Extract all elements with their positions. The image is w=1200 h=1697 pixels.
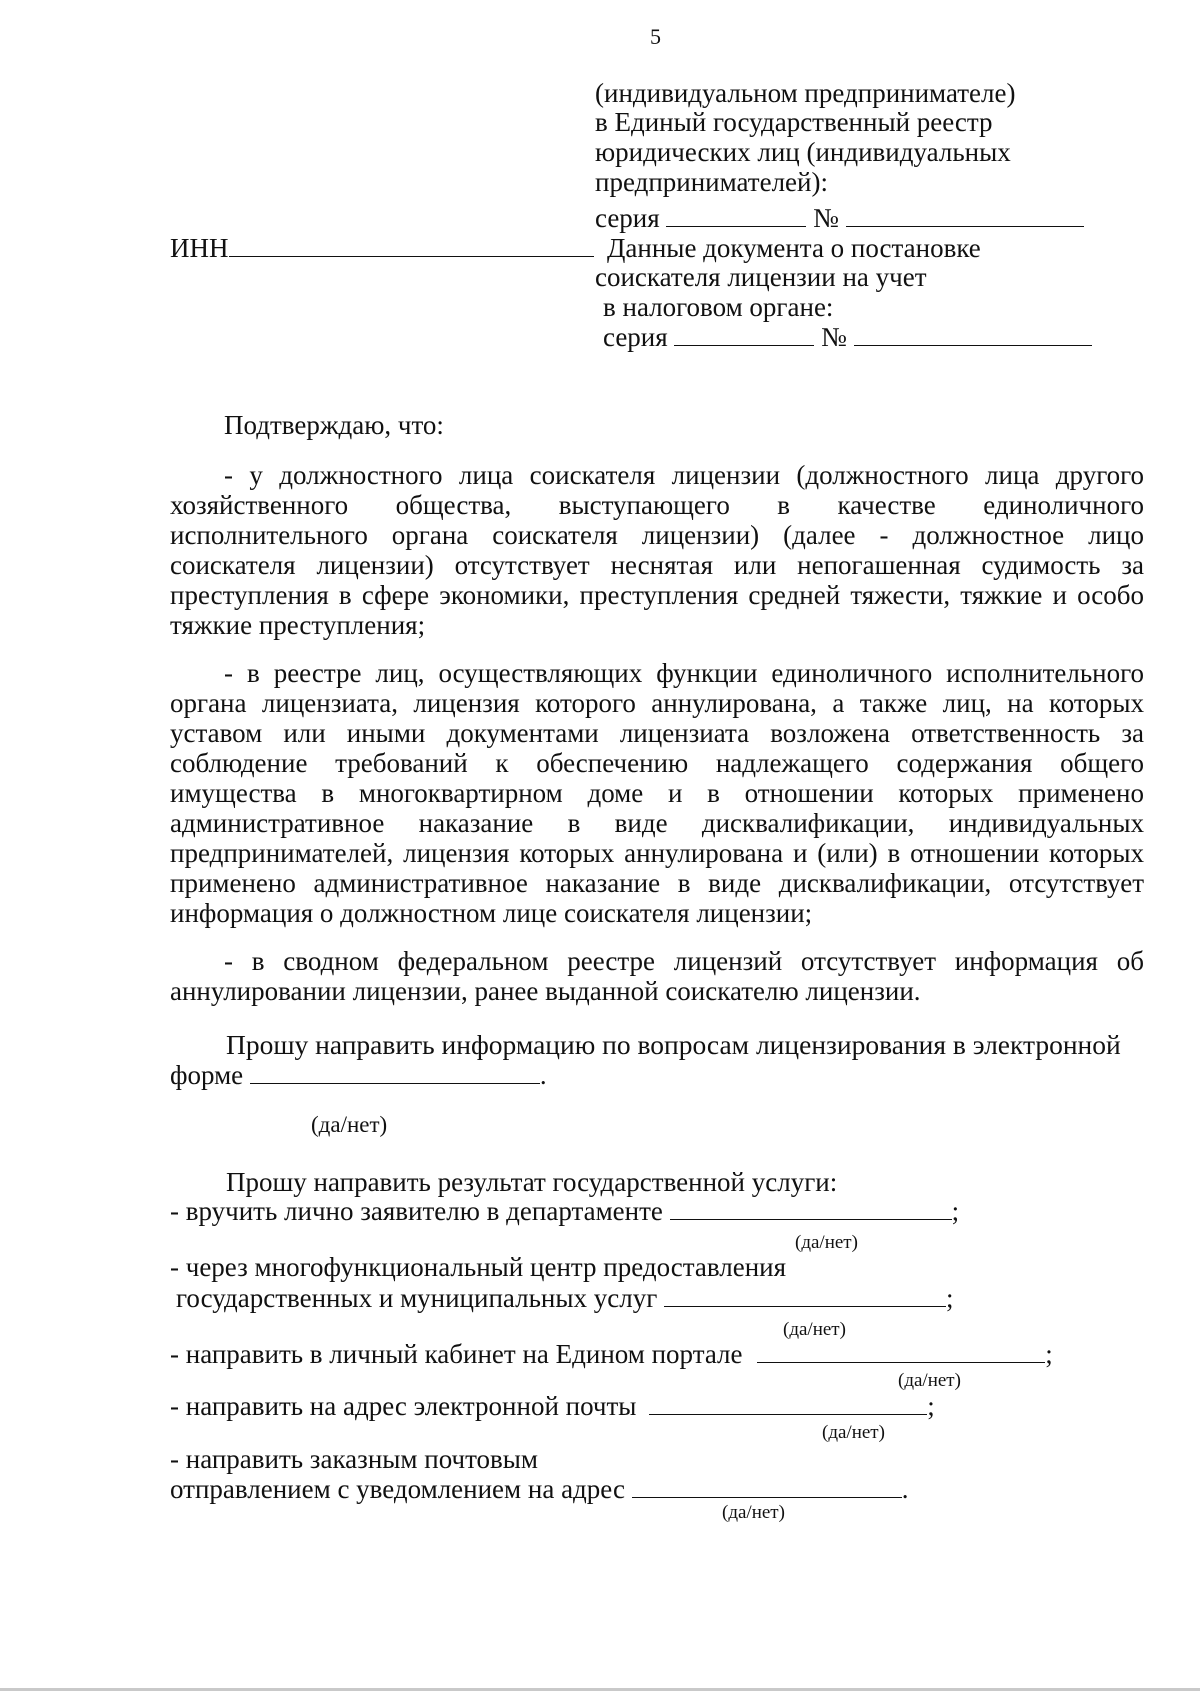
option-in-person-field[interactable] xyxy=(670,1197,952,1220)
series-label: серия xyxy=(595,203,660,233)
paragraph-criminal-record: - у должностного лица соискателя лицензии (должностного лица другого хозяйственного общества, выступающего в качестве единоличного исполнительного органа соискателя лицензии) (далее - должностное лицо соискателя лицензии) отсутствует неснятая или непогашенная судимость за преступления в сфере экономики, преступления средней тяжести, тяжкие и особо тяжкие преступления; xyxy=(170,460,1144,640)
bottom-divider xyxy=(0,1688,1200,1691)
header-line-1: (индивидуальном предпринимателе) xyxy=(595,78,1016,108)
option-mfc-line-1: - через многофункциональный центр предоставления xyxy=(170,1252,787,1282)
electronic-form-end: . xyxy=(539,1060,547,1090)
electronic-form-field[interactable] xyxy=(250,1061,540,1084)
header-line-3: юридических лиц (индивидуальных xyxy=(595,137,1011,167)
option-portal-hint: (да/нет) xyxy=(898,1370,961,1391)
option-email-label: - направить на адрес электронной почты xyxy=(170,1391,637,1421)
option-portal-end: ; xyxy=(1045,1339,1053,1369)
option-mail-label: отправлением с уведомлением на адрес xyxy=(170,1474,625,1504)
inn-row xyxy=(170,233,594,263)
option-mfc-label: государственных и муниципальных услуг xyxy=(176,1283,658,1313)
option-portal-field[interactable] xyxy=(757,1340,1045,1363)
tax-series-row xyxy=(603,322,1092,352)
form-label: форме xyxy=(170,1060,244,1090)
option-mail-field[interactable] xyxy=(632,1475,902,1498)
result-heading: Прошу направить результат государственной услуги: xyxy=(226,1167,838,1197)
option-email-hint: (да/нет) xyxy=(822,1422,885,1443)
inn-field[interactable] xyxy=(229,234,594,257)
option-mfc-hint: (да/нет) xyxy=(783,1319,846,1340)
option-email-end: ; xyxy=(927,1391,935,1421)
option-mail-end: . xyxy=(901,1474,909,1504)
option-in-person-end: ; xyxy=(951,1196,960,1226)
option-mail-line-1: - направить заказным почтовым xyxy=(170,1444,538,1474)
electronic-form-hint: (да/нет) xyxy=(311,1112,388,1137)
option-mail-hint: (да/нет) xyxy=(722,1502,785,1523)
egrul-number-field[interactable] xyxy=(846,204,1084,227)
option-portal-row xyxy=(170,1339,1053,1369)
header-line-4: предпринимателей): xyxy=(595,167,828,197)
page-number: 5 xyxy=(650,24,661,49)
series-label-2: серия xyxy=(603,322,668,352)
paragraph-registry: - в реестре лиц, осуществляющих функции единоличного исполнительного органа лицензиата, лицензия которого аннулирована, а также лиц, на которых уставом или иными документами лицензиата возложена ответственность за соблюдение требований к обеспечению надлежащего содержания общего имущества в многоквартирном доме и в отношении которых применено административное наказание в виде дисквалификации, индивидуальных предпринимателей, лицензия которых аннулирована и (или) в отношении которых применено административное наказание в виде дисквалификации, отсутствует информация о должностном лице соискателя лицензии; xyxy=(170,658,1144,928)
inn-label: ИНН xyxy=(170,233,229,263)
egrul-series-field[interactable] xyxy=(666,204,806,227)
number-label: № xyxy=(813,203,839,233)
option-mail-row xyxy=(170,1474,908,1504)
option-mfc-row xyxy=(176,1283,954,1313)
option-portal-label: - направить в личный кабинет на Едином портале xyxy=(170,1339,743,1369)
option-mfc-end: ; xyxy=(946,1283,954,1313)
option-in-person-row xyxy=(170,1196,959,1226)
electronic-request-text: Прошу направить информацию по вопросам лицензирования в электронной xyxy=(226,1029,1121,1060)
header-line-2: в Единый государственный реестр xyxy=(595,107,993,137)
tax-number-field[interactable] xyxy=(854,323,1092,346)
tax-line-3: в налоговом органе: xyxy=(603,292,834,322)
electronic-form-row xyxy=(170,1060,547,1090)
option-email-field[interactable] xyxy=(649,1392,927,1415)
tax-line-1: Данные документа о постановке xyxy=(607,233,981,263)
option-in-person-hint: (да/нет) xyxy=(795,1232,858,1253)
option-in-person-label: - вручить лично заявителю в департаменте xyxy=(170,1196,663,1226)
tax-line-2: соискателя лицензии на учет xyxy=(595,262,927,292)
option-mfc-field[interactable] xyxy=(664,1284,946,1307)
option-email-row xyxy=(170,1391,935,1421)
tax-series-field[interactable] xyxy=(674,323,814,346)
number-label-2: № xyxy=(821,322,847,352)
paragraph-federal-registry: - в сводном федеральном реестре лицензий отсутствует информация об аннулировании лицензии, ранее выданной соискателю лицензии. xyxy=(170,946,1144,1006)
confirm-heading: Подтверждаю, что: xyxy=(224,410,444,440)
egrul-series-row xyxy=(595,203,1084,233)
